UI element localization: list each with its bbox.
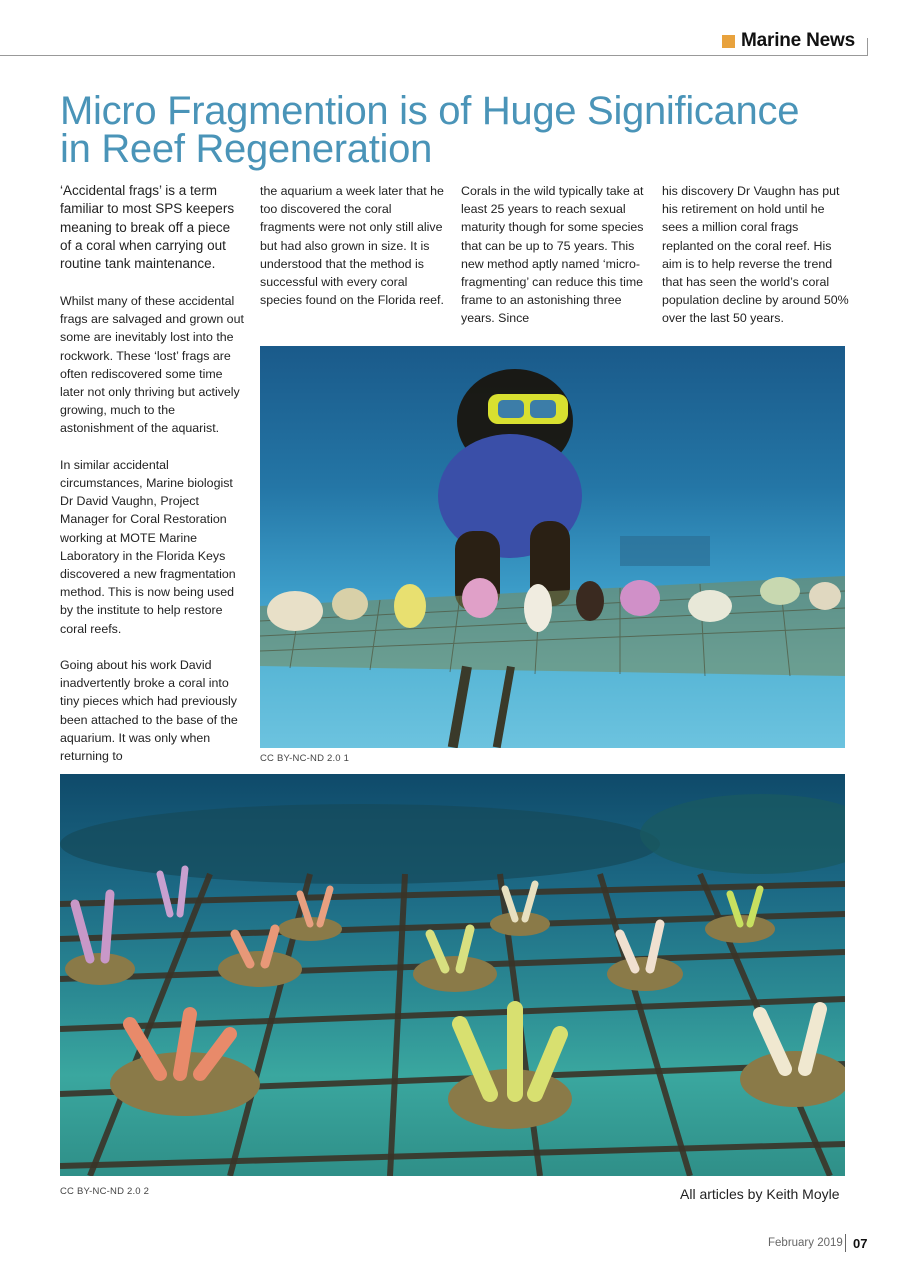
photo-1-caption: CC BY-NC-ND 2.0 1 [260,753,350,764]
article-title-line-2: in Reef Regeneration [60,127,433,171]
photo-illustration [260,346,845,748]
diver-coral-nursery-photo [260,346,845,748]
photo-illustration [60,774,845,1176]
photo-2-caption: CC BY-NC-ND 2.0 2 [60,1186,150,1197]
paragraph: the aquarium a week later that he too discovered the coral fragments were not only still alive but had also grown in size. It is understood that the method is successful with every coral species found on the Florida reef. [260,184,444,308]
article-column-4 [662,182,850,328]
paragraph: Going about his work David inadvertently broke a coral into tiny pieces which had previously been attached to the base of the aquarium. It was only when returning to [60,658,238,764]
header-rule-tick [867,38,868,56]
page-number: 07 [853,1236,868,1251]
section-label: Marine News [741,30,855,51]
coral-nursery-grid-photo [60,774,845,1176]
footer-separator [845,1234,846,1252]
paragraph: Corals in the wild typically take at least 25 years to reach sexual maturity though for some species that can be up to 75 years. This new method aptly named ‘micro-fragmenting’ can reduce this time frame to an astonishing three years. Since [461,184,644,326]
paragraph: In similar accidental circumstances, Marine biologist Dr David Vaughn, Project Manager for Coral Restoration working at MOTE Marine Laboratory in the Florida Keys discovered a new fragmentation method. This is now being used by the institute to help restore coral reefs. [60,457,236,636]
article-column-2 [260,182,448,309]
section-marker [722,35,735,48]
article-title [60,89,860,171]
article-column-3 [461,182,649,328]
footer-issue-date: February 2019 [768,1237,843,1249]
article-column-1 [60,292,245,765]
article-title-line-1: Micro Fragmention is of Huge Significance [60,89,800,133]
article-lead: ‘Accidental frags’ is a term familiar to most SPS keepers meaning to break off a piece of a coral when carrying out routine tank maintenance. [60,183,235,272]
article-byline: All articles by Keith Moyle [680,1186,840,1202]
paragraph: Whilst many of these accidental frags are salvaged and grown out some are inevitably lost into the rockwork. These ‘lost’ frags are often rediscovered some time later not only thriving but actively growing, much to the astonishment of the aquarist. [60,294,244,436]
paragraph: his discovery Dr Vaughn has put his retirement on hold until he sees a million coral frags replanted on the coral reef. His aim is to help reverse the trend that has seen the world’s coral population decline by around 50% over the last 50 years. [662,184,849,326]
header-rule [0,55,868,56]
